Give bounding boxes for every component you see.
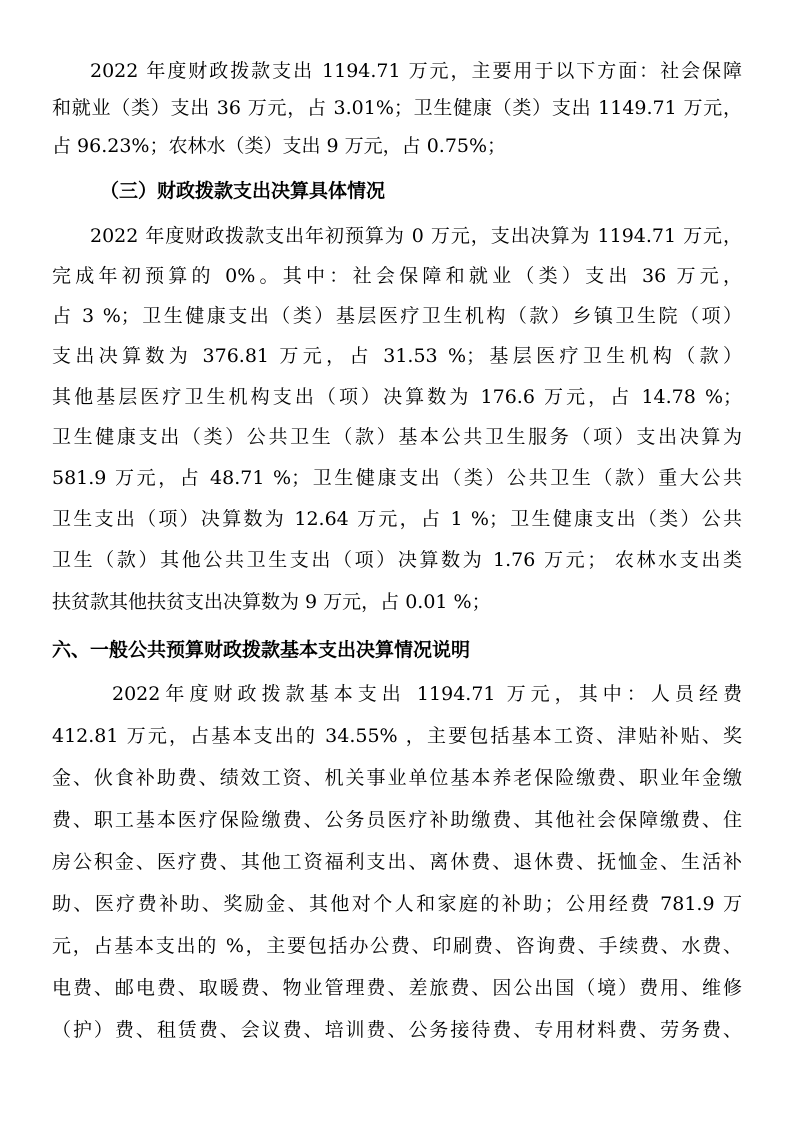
paragraph-line: 支出决算数为 376.81 万元，占 31.53 %；基层医疗卫生机构（款）: [52, 345, 742, 367]
paragraph-line: 占 3 %；卫生健康支出（类）基层医疗卫生机构（款）乡镇卫生院（项）: [52, 305, 742, 327]
paragraph-line: 完成年初预算的 0%。其中：社会保障和就业（类）支出 36 万元，: [52, 265, 742, 287]
paragraph-line: 2022年度财政拨款基本支出 1194.71 万元，其中：人员经费: [112, 683, 742, 705]
paragraph-line: 费、职工基本医疗保险缴费、公务员医疗补助缴费、其他社会保障缴费、住: [52, 809, 742, 831]
chapter-heading: 六、一般公共预算财政拨款基本支出决算情况说明: [52, 639, 471, 661]
paragraph-line: 卫生（款）其他公共卫生支出（项）决算数为 1.76 万元； 农林水支出类: [52, 549, 742, 571]
paragraph-line: 房公积金、医疗费、其他工资福利支出、离休费、退休费、抚恤金、生活补: [52, 851, 742, 873]
paragraph-line: 金、伙食补助费、绩效工资、机关事业单位基本养老保险缴费、职业年金缴: [52, 767, 742, 789]
paragraph-line: 电费、邮电费、取暖费、物业管理费、差旅费、因公出国（境）费用、维修: [52, 977, 742, 999]
paragraph-line: 卫生支出（项）决算数为 12.64 万元，占 1 %；卫生健康支出（类）公共: [52, 508, 742, 530]
paragraph-line: 2022 年度财政拨款支出 1194.71 万元，主要用于以下方面：社会保障: [90, 60, 742, 82]
paragraph-line: 扶贫款其他扶贫支出决算数为 9 万元，占 0.01 %；: [52, 591, 491, 613]
paragraph-line: 581.9 万元，占 48.71 %；卫生健康支出（类）公共卫生（款）重大公共: [52, 467, 742, 489]
paragraph-line: 助、医疗费补助、奖励金、其他对个人和家庭的补助；公用经费 781.9 万: [52, 893, 742, 915]
paragraph-line: 2022 年度财政拨款支出年初预算为 0 万元，支出决算为 1194.71 万元，: [90, 225, 742, 247]
paragraph-line: 占 96.23%；农林水（类）支出 9 万元，占 0.75%；: [52, 135, 507, 157]
paragraph-line: 412.81 万元，占基本支出的 34.55% ，主要包括基本工资、津贴补贴、奖: [52, 725, 742, 747]
paragraph-line: 和就业（类）支出 36 万元，占 3.01%；卫生健康（类）支出 1149.71 万元，: [52, 97, 742, 119]
paragraph-line: 卫生健康支出（类）公共卫生（款）基本公共卫生服务（项）支出决算为: [52, 426, 742, 448]
section-heading: （三）财政拨款支出决算具体情况: [100, 180, 386, 202]
paragraph-line: 其他基层医疗卫生机构支出（项）决算数为 176.6 万元，占 14.78 %；: [52, 386, 742, 408]
paragraph-line: （护）费、租赁费、会议费、培训费、公务接待费、专用材料费、劳务费、: [52, 1019, 742, 1041]
paragraph-line: 元，占基本支出的 %，主要包括办公费、印刷费、咨询费、手续费、水费、: [52, 935, 742, 957]
